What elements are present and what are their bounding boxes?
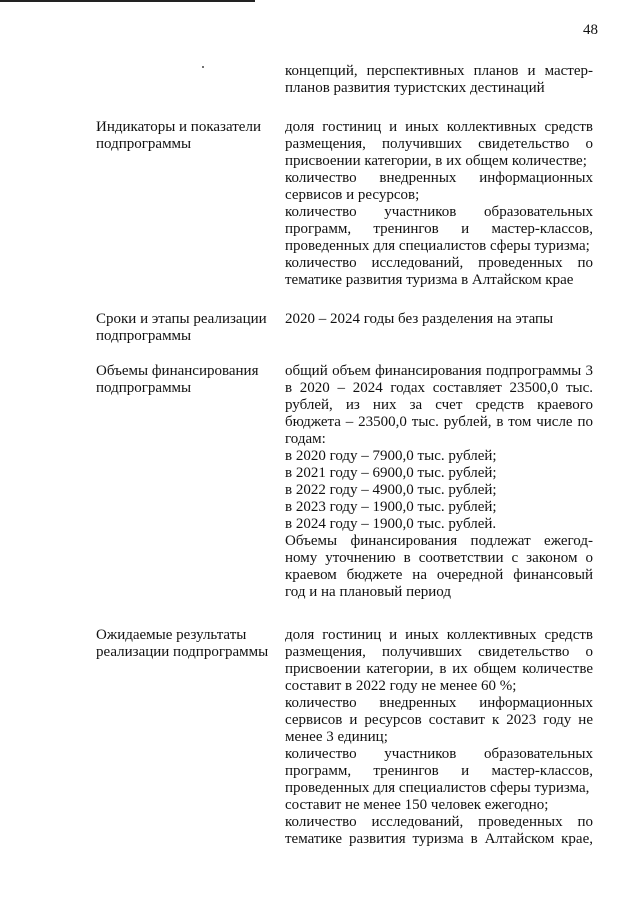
section-results-content bbox=[285, 627, 593, 848]
scan-speck bbox=[202, 66, 204, 68]
content-line: сервисов и ресурсов составит к 2023 году не bbox=[285, 712, 593, 728]
content-line: годам: bbox=[285, 431, 326, 447]
content-line: доля гостиниц и иных коллективных средств bbox=[285, 627, 593, 643]
content-line: доля гостиниц и иных коллективных средств bbox=[285, 119, 593, 135]
content-line: присвоении категории, в их общем количестве bbox=[285, 661, 593, 677]
section-continuation-content bbox=[285, 63, 593, 97]
content-line: тематике развития туризма в Алтайском крае bbox=[285, 272, 574, 288]
content-line: в 2020 году – 7900,0 тыс. рублей; bbox=[285, 448, 497, 464]
label-line: Объемы финансирования bbox=[96, 363, 259, 379]
content-line: составит не менее 150 человек ежегодно; bbox=[285, 797, 549, 813]
content-line: тематике развития туризма в Алтайском крае, bbox=[285, 831, 593, 847]
content-line: размещения, получивших свидетельство о bbox=[285, 136, 593, 152]
content-line: количество внедренных информационных bbox=[285, 695, 593, 711]
content-line: составит в 2022 году не менее 60 %; bbox=[285, 678, 517, 694]
content-line: менее 3 единиц; bbox=[285, 729, 388, 745]
content-line: краевом бюджете на очередной финансовый bbox=[285, 567, 593, 583]
content-line: проведенных для специалистов сферы туризма, bbox=[285, 780, 590, 796]
label-line: Ожидаемые результаты bbox=[96, 627, 247, 643]
content-line: количество участников образовательных bbox=[285, 746, 593, 762]
section-funding-content bbox=[285, 363, 593, 601]
content-line: количество внедренных информационных bbox=[285, 170, 593, 186]
content-line: планов развития туристских дестинаций bbox=[285, 80, 545, 96]
label-line: подпрограммы bbox=[96, 328, 192, 344]
content-line: ному уточнению в соответствии с законом о bbox=[285, 550, 593, 566]
content-line: год и на плановый период bbox=[285, 584, 451, 600]
content-line: количество исследований, проведенных по bbox=[285, 814, 593, 830]
section-indicators-label bbox=[96, 119, 276, 153]
content-line: размещения, получивших свидетельство о bbox=[285, 644, 593, 660]
content-line: сервисов и ресурсов; bbox=[285, 187, 420, 203]
content-line: концепций, перспективных планов и мастер- bbox=[285, 63, 593, 79]
content-line: в 2021 году – 6900,0 тыс. рублей; bbox=[285, 465, 497, 481]
content-line: присвоении категории, в их общем количестве; bbox=[285, 153, 587, 169]
content-line: в 2020 – 2024 годах составляет 23500,0 тыс. bbox=[285, 380, 593, 396]
content-line: 2020 – 2024 годы без разделения на этапы bbox=[285, 311, 554, 327]
section-indicators-content bbox=[285, 119, 593, 289]
section-funding-label bbox=[96, 363, 276, 397]
section-timeline-label bbox=[96, 311, 276, 345]
section-results-label bbox=[96, 627, 276, 661]
content-line: программ, тренингов и мастер-классов, bbox=[285, 221, 593, 237]
header-rule bbox=[0, 0, 255, 2]
label-line: Индикаторы и показатели bbox=[96, 119, 261, 135]
label-line: реализации подпрограммы bbox=[96, 644, 269, 660]
content-line: в 2023 году – 1900,0 тыс. рублей; bbox=[285, 499, 497, 515]
label-line: Сроки и этапы реализации bbox=[96, 311, 267, 327]
section-timeline-content bbox=[285, 311, 593, 328]
content-line: количество участников образовательных bbox=[285, 204, 593, 220]
page-number: 48 bbox=[583, 22, 598, 38]
content-line: программ, тренингов и мастер-классов, bbox=[285, 763, 593, 779]
content-line: в 2022 году – 4900,0 тыс. рублей; bbox=[285, 482, 497, 498]
content-line: количество исследований, проведенных по bbox=[285, 255, 593, 271]
content-line: общий объем финансирования подпрограммы 3 bbox=[285, 363, 593, 379]
content-line: Объемы финансирования подлежат ежегод- bbox=[285, 533, 593, 549]
label-line: подпрограммы bbox=[96, 136, 192, 152]
content-line: рублей, из них за счет средств краевого bbox=[285, 397, 593, 413]
content-line: бюджета – 23500,0 тыс. рублей, в том числе по bbox=[285, 414, 593, 430]
content-line: проведенных для специалистов сферы туризма; bbox=[285, 238, 590, 254]
label-line: подпрограммы bbox=[96, 380, 192, 396]
content-line: в 2024 году – 1900,0 тыс. рублей. bbox=[285, 516, 497, 532]
